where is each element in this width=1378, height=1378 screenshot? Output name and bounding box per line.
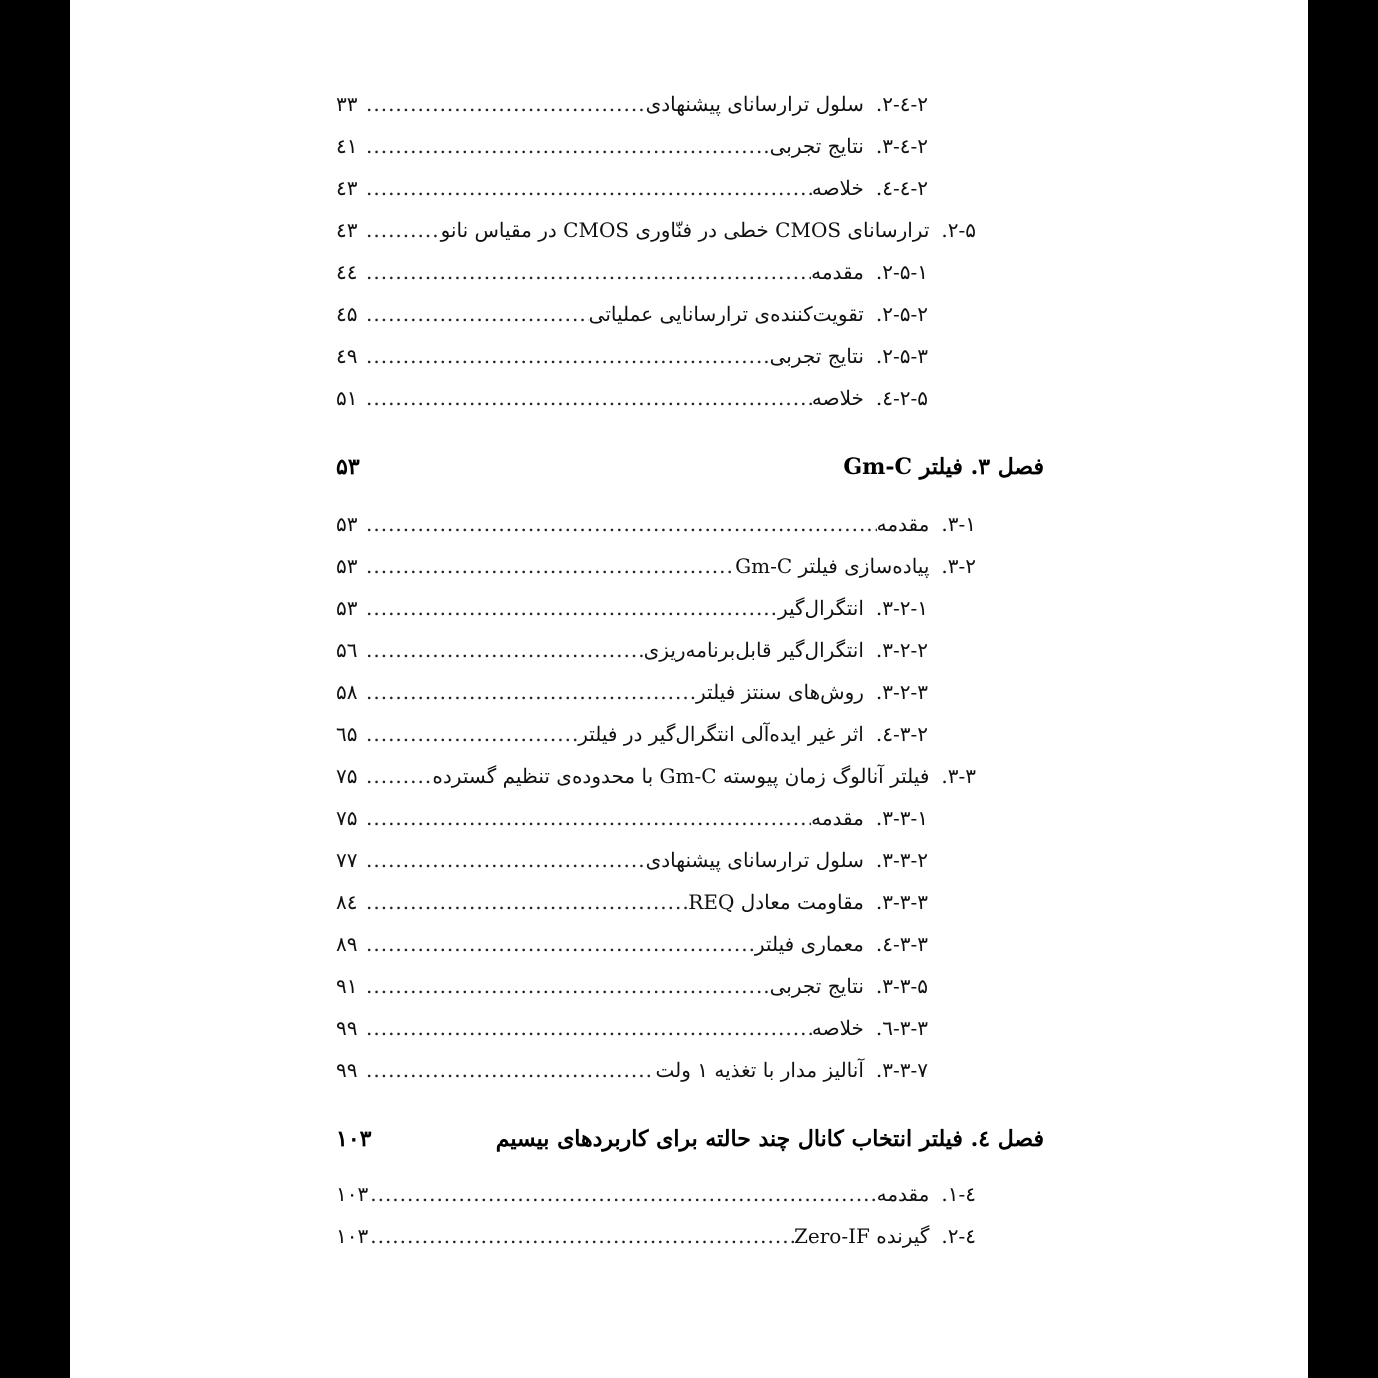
entry-number: ۳-۳-۱.	[875, 806, 928, 830]
toc-entry	[336, 1222, 976, 1250]
entry-number: ۲-٤-۳.	[875, 134, 928, 158]
dot-leader	[364, 384, 812, 412]
entry-title: گیرنده Zero-IF	[794, 1224, 930, 1248]
entry-title: فیلتر آنالوگ زمان پیوسته Gm-C با محدوده‌ی تنظیم گسترده	[432, 764, 930, 788]
entry-number: ۲-٤-٤.	[875, 176, 928, 200]
entry-number: ۲-۵-۱.	[875, 260, 928, 284]
entry-page: ۹۱	[336, 974, 358, 998]
toc-entry	[336, 174, 928, 202]
entry-title: مقاومت معادل REQ	[688, 890, 864, 914]
entry-page: ۷۵	[336, 764, 358, 788]
entry-number: ۳-۳-۲.	[875, 848, 928, 872]
entry-page: ۵۳	[336, 512, 358, 536]
entry-title: پیاده‌سازی فیلتر Gm-C	[735, 554, 930, 578]
entry-number: ۳-۳-۷.	[875, 1058, 928, 1082]
toc-entry	[336, 888, 928, 916]
dot-leader	[364, 1014, 812, 1042]
toc-entry	[336, 972, 928, 1000]
entry-page: ۵۳	[336, 554, 358, 578]
entry-page: ۹۹	[336, 1016, 358, 1040]
entry-number: ۲-٤-۲.	[875, 92, 928, 116]
entry-number: ۳-۳.	[941, 764, 976, 788]
entry-page: ۵٦	[336, 638, 358, 662]
dot-leader	[368, 1222, 794, 1250]
dot-leader	[364, 510, 877, 538]
entry-title: خلاصه	[811, 176, 864, 200]
toc-entry	[336, 1056, 928, 1084]
dot-leader	[364, 132, 770, 160]
dot-leader	[364, 300, 589, 328]
entry-number: ۲-۵-۲.	[875, 302, 928, 326]
entry-number: ۳-۲-٤.	[875, 722, 928, 746]
chapter-heading	[336, 1124, 1044, 1154]
chapter-title: فصل ٤. فیلتر انتخاب کانال چند حالته برای کاربردهای بیسیم	[495, 1126, 1044, 1152]
entry-title: مقدمه	[811, 806, 864, 830]
chapter-page: ۵۳	[336, 454, 360, 480]
entry-title: معماری فیلتر	[754, 932, 864, 956]
entry-page: ۵۸	[336, 680, 358, 704]
dot-leader	[364, 552, 735, 580]
toc-entry	[336, 720, 928, 748]
entry-number: ۳-۱.	[941, 512, 976, 536]
entry-number: ۳-۳-۵.	[875, 974, 928, 998]
dot-leader	[364, 90, 646, 118]
entry-title: تقویت‌کننده‌ی ترارسانایی عملیاتی	[588, 302, 864, 326]
toc-entry	[336, 90, 928, 118]
entry-title: روش‌های سنتز فیلتر	[696, 680, 864, 704]
dot-leader	[364, 972, 770, 1000]
entry-page: ۵۳	[336, 596, 358, 620]
entry-page: ۱۰۳	[336, 1224, 369, 1248]
entry-number: ۳-۲-۱.	[875, 596, 928, 620]
entry-page: ۹۹	[336, 1058, 358, 1082]
entry-title: نتایج تجربی	[769, 344, 864, 368]
entry-title: نتایج تجربی	[769, 134, 864, 158]
entry-title: انتگرال‌گیر	[777, 596, 864, 620]
entry-number: ٤-۲.	[941, 1224, 976, 1248]
dot-leader	[364, 846, 646, 874]
entry-number: ۳-۳-٦.	[875, 1016, 928, 1040]
toc-entry	[336, 132, 928, 160]
toc-entry	[336, 804, 928, 832]
entry-page: ۸۹	[336, 932, 358, 956]
toc-entry	[336, 300, 928, 328]
entry-number: ۲-۵.	[941, 218, 976, 242]
entry-number: ۳-۲.	[941, 554, 976, 578]
entry-title: سلول ترارسانای پیشنهادی	[645, 848, 864, 872]
dot-leader	[364, 804, 811, 832]
entry-page: ٤۹	[336, 344, 358, 368]
toc-entry	[336, 594, 928, 622]
dot-leader	[364, 216, 441, 244]
toc-entry	[336, 678, 928, 706]
entry-page: ٦۵	[336, 722, 358, 746]
toc-entry	[336, 342, 928, 370]
entry-page: ۸٤	[336, 890, 358, 914]
entry-page: ۵۱	[336, 386, 358, 410]
toc-entry	[336, 552, 976, 580]
entry-title: ترارسانای CMOS خطی در فنّاوری CMOS در مقیاس نانو	[440, 218, 930, 242]
entry-title: سلول ترارسانای پیشنهادی	[645, 92, 864, 116]
dot-leader	[364, 594, 778, 622]
chapter-page: ۱۰۳	[336, 1126, 372, 1152]
entry-title: اثر غیر ایده‌آلی انتگرال‌گیر در فیلتر	[578, 722, 864, 746]
entry-title: نتایج تجربی	[769, 974, 864, 998]
toc-entry	[336, 762, 976, 790]
entry-page: ٤۱	[336, 134, 358, 158]
toc-entry	[336, 846, 928, 874]
dot-leader	[364, 636, 644, 664]
dot-leader	[364, 258, 811, 286]
entry-page: ٤٤	[336, 260, 358, 284]
entry-title: خلاصه	[811, 386, 864, 410]
dot-leader	[364, 762, 432, 790]
toc-entry	[336, 930, 928, 958]
dot-leader	[364, 1056, 655, 1084]
toc-entry	[336, 384, 928, 412]
toc-entry	[336, 1180, 976, 1208]
entry-page: ۷۵	[336, 806, 358, 830]
entry-title: خلاصه	[811, 1016, 864, 1040]
entry-number: ۲-۵-۳.	[875, 344, 928, 368]
entry-page: ۳۳	[336, 92, 358, 116]
entry-number: ۳-۲-۲.	[875, 638, 928, 662]
entry-title: انتگرال‌گیر قابل‌برنامه‌ریزی	[643, 638, 864, 662]
entry-page: ۷۷	[336, 848, 358, 872]
toc-entry	[336, 510, 976, 538]
toc-entry	[336, 1014, 928, 1042]
entry-page: ٤۳	[336, 176, 358, 200]
dot-leader	[368, 1180, 876, 1208]
toc-entry	[336, 258, 928, 286]
entry-number: ٤-۱.	[941, 1182, 976, 1206]
entry-title: مقدمه	[876, 512, 930, 536]
dot-leader	[364, 174, 812, 202]
dot-leader	[364, 930, 755, 958]
entry-page: ٤۵	[336, 302, 358, 326]
entry-number: ۳-۳-٤.	[875, 932, 928, 956]
dot-leader	[364, 720, 578, 748]
entry-number: ۳-۲-۳.	[875, 680, 928, 704]
entry-title: مقدمه	[811, 260, 864, 284]
dot-leader	[364, 678, 696, 706]
entry-title: آنالیز مدار با تغذیه ۱ ولت	[655, 1058, 864, 1082]
chapter-heading	[336, 452, 1044, 482]
entry-page: ٤۳	[336, 218, 358, 242]
entry-title: مقدمه	[876, 1182, 930, 1206]
chapter-title: فصل ۳. فیلتر Gm-C	[843, 454, 1044, 480]
entry-number: ۲-۵-٤.	[875, 386, 928, 410]
dot-leader	[364, 888, 688, 916]
toc-entry	[336, 636, 928, 664]
entry-number: ۳-۳-۳.	[875, 890, 928, 914]
entry-page: ۱۰۳	[336, 1182, 369, 1206]
toc-entry	[336, 216, 976, 244]
dot-leader	[364, 342, 770, 370]
